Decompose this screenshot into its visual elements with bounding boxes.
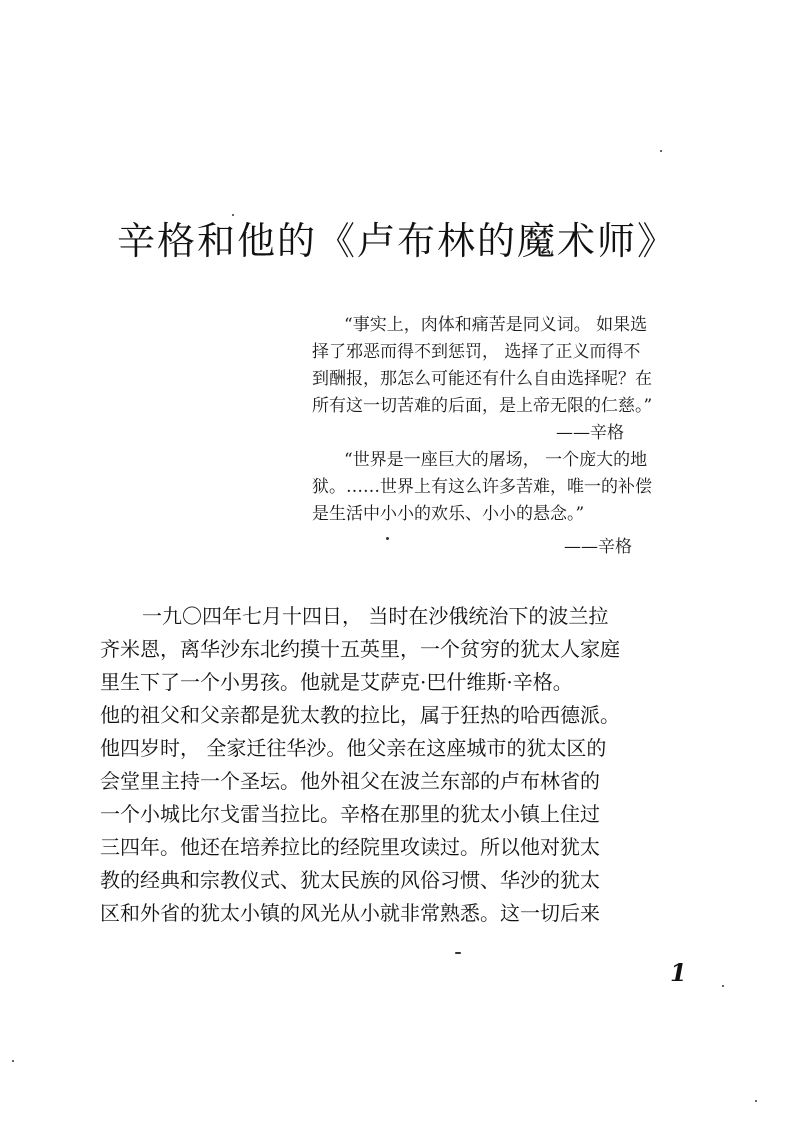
page-number: 1 bbox=[670, 958, 687, 987]
chapter-title: 辛格和他的《卢布林的魔术师》 bbox=[116, 219, 677, 263]
body-line: 一九〇四年七月十四日， 当时在沙俄统治下的波兰拉 bbox=[142, 604, 609, 628]
epigraph-line: 所有这一切苦难的后面，是上帝无限的仁慈。” bbox=[312, 396, 653, 416]
scan-speck bbox=[232, 214, 234, 216]
body-line: 教的经典和宗教仪式、犹太民族的风俗习惯、华沙的犹太 bbox=[100, 868, 600, 892]
epigraph bbox=[312, 312, 672, 561]
scan-speck bbox=[722, 985, 724, 987]
epigraph-line: 到酬报，那怎么可能还有什么自由选择呢？在 bbox=[312, 369, 652, 389]
body-line: 齐米恩，离华沙东北约摸十五英里，一个贫穷的犹太人家庭 bbox=[100, 637, 620, 661]
scan-speck bbox=[755, 1100, 757, 1102]
body-line: 他四岁时， 全家迁往华沙。他父亲在这座城市的犹太区的 bbox=[100, 736, 607, 760]
body-line: 里生下了一个小男孩。他就是艾萨克·巴什维斯·辛格。 bbox=[100, 670, 573, 694]
epigraph-line: 是生活中小小的欢乐、小小的悬念。” bbox=[312, 504, 585, 524]
scan-speck bbox=[660, 150, 662, 152]
body-line: 他的祖父和父亲都是犹太教的拉比，属于狂热的哈西德派。 bbox=[100, 703, 620, 727]
epigraph-attribution: ——辛格 bbox=[556, 423, 624, 443]
scan-speck bbox=[386, 537, 389, 540]
body-paragraph bbox=[100, 600, 710, 930]
body-line: 一个小城比尔戈雷当拉比。辛格在那里的犹太小镇上住过 bbox=[100, 802, 600, 826]
scan-speck bbox=[455, 952, 461, 954]
body-line: 会堂里主持一个圣坛。他外祖父在波兰东部的卢布林省的 bbox=[100, 769, 600, 793]
epigraph-line: 择了邪恶而得不到惩罚， 选择了正义而得不 bbox=[312, 342, 641, 362]
body-line: 区和外省的犹太小镇的风光从小就非常熟悉。这一切后来 bbox=[100, 901, 600, 925]
epigraph-line: “事实上，肉体和痛苦是同义词。 如果选 bbox=[344, 315, 648, 335]
epigraph-attribution: ——辛格 bbox=[564, 537, 632, 557]
epigraph-line: “世界是一座巨大的屠场， 一个庞大的地 bbox=[344, 450, 648, 470]
epigraph-line: 狱。……世界上有这么许多苦难，唯一的补偿 bbox=[312, 477, 652, 497]
scan-speck bbox=[12, 1060, 14, 1062]
body-line: 三四年。他还在培养拉比的经院里攻读过。所以他对犹太 bbox=[100, 835, 600, 859]
